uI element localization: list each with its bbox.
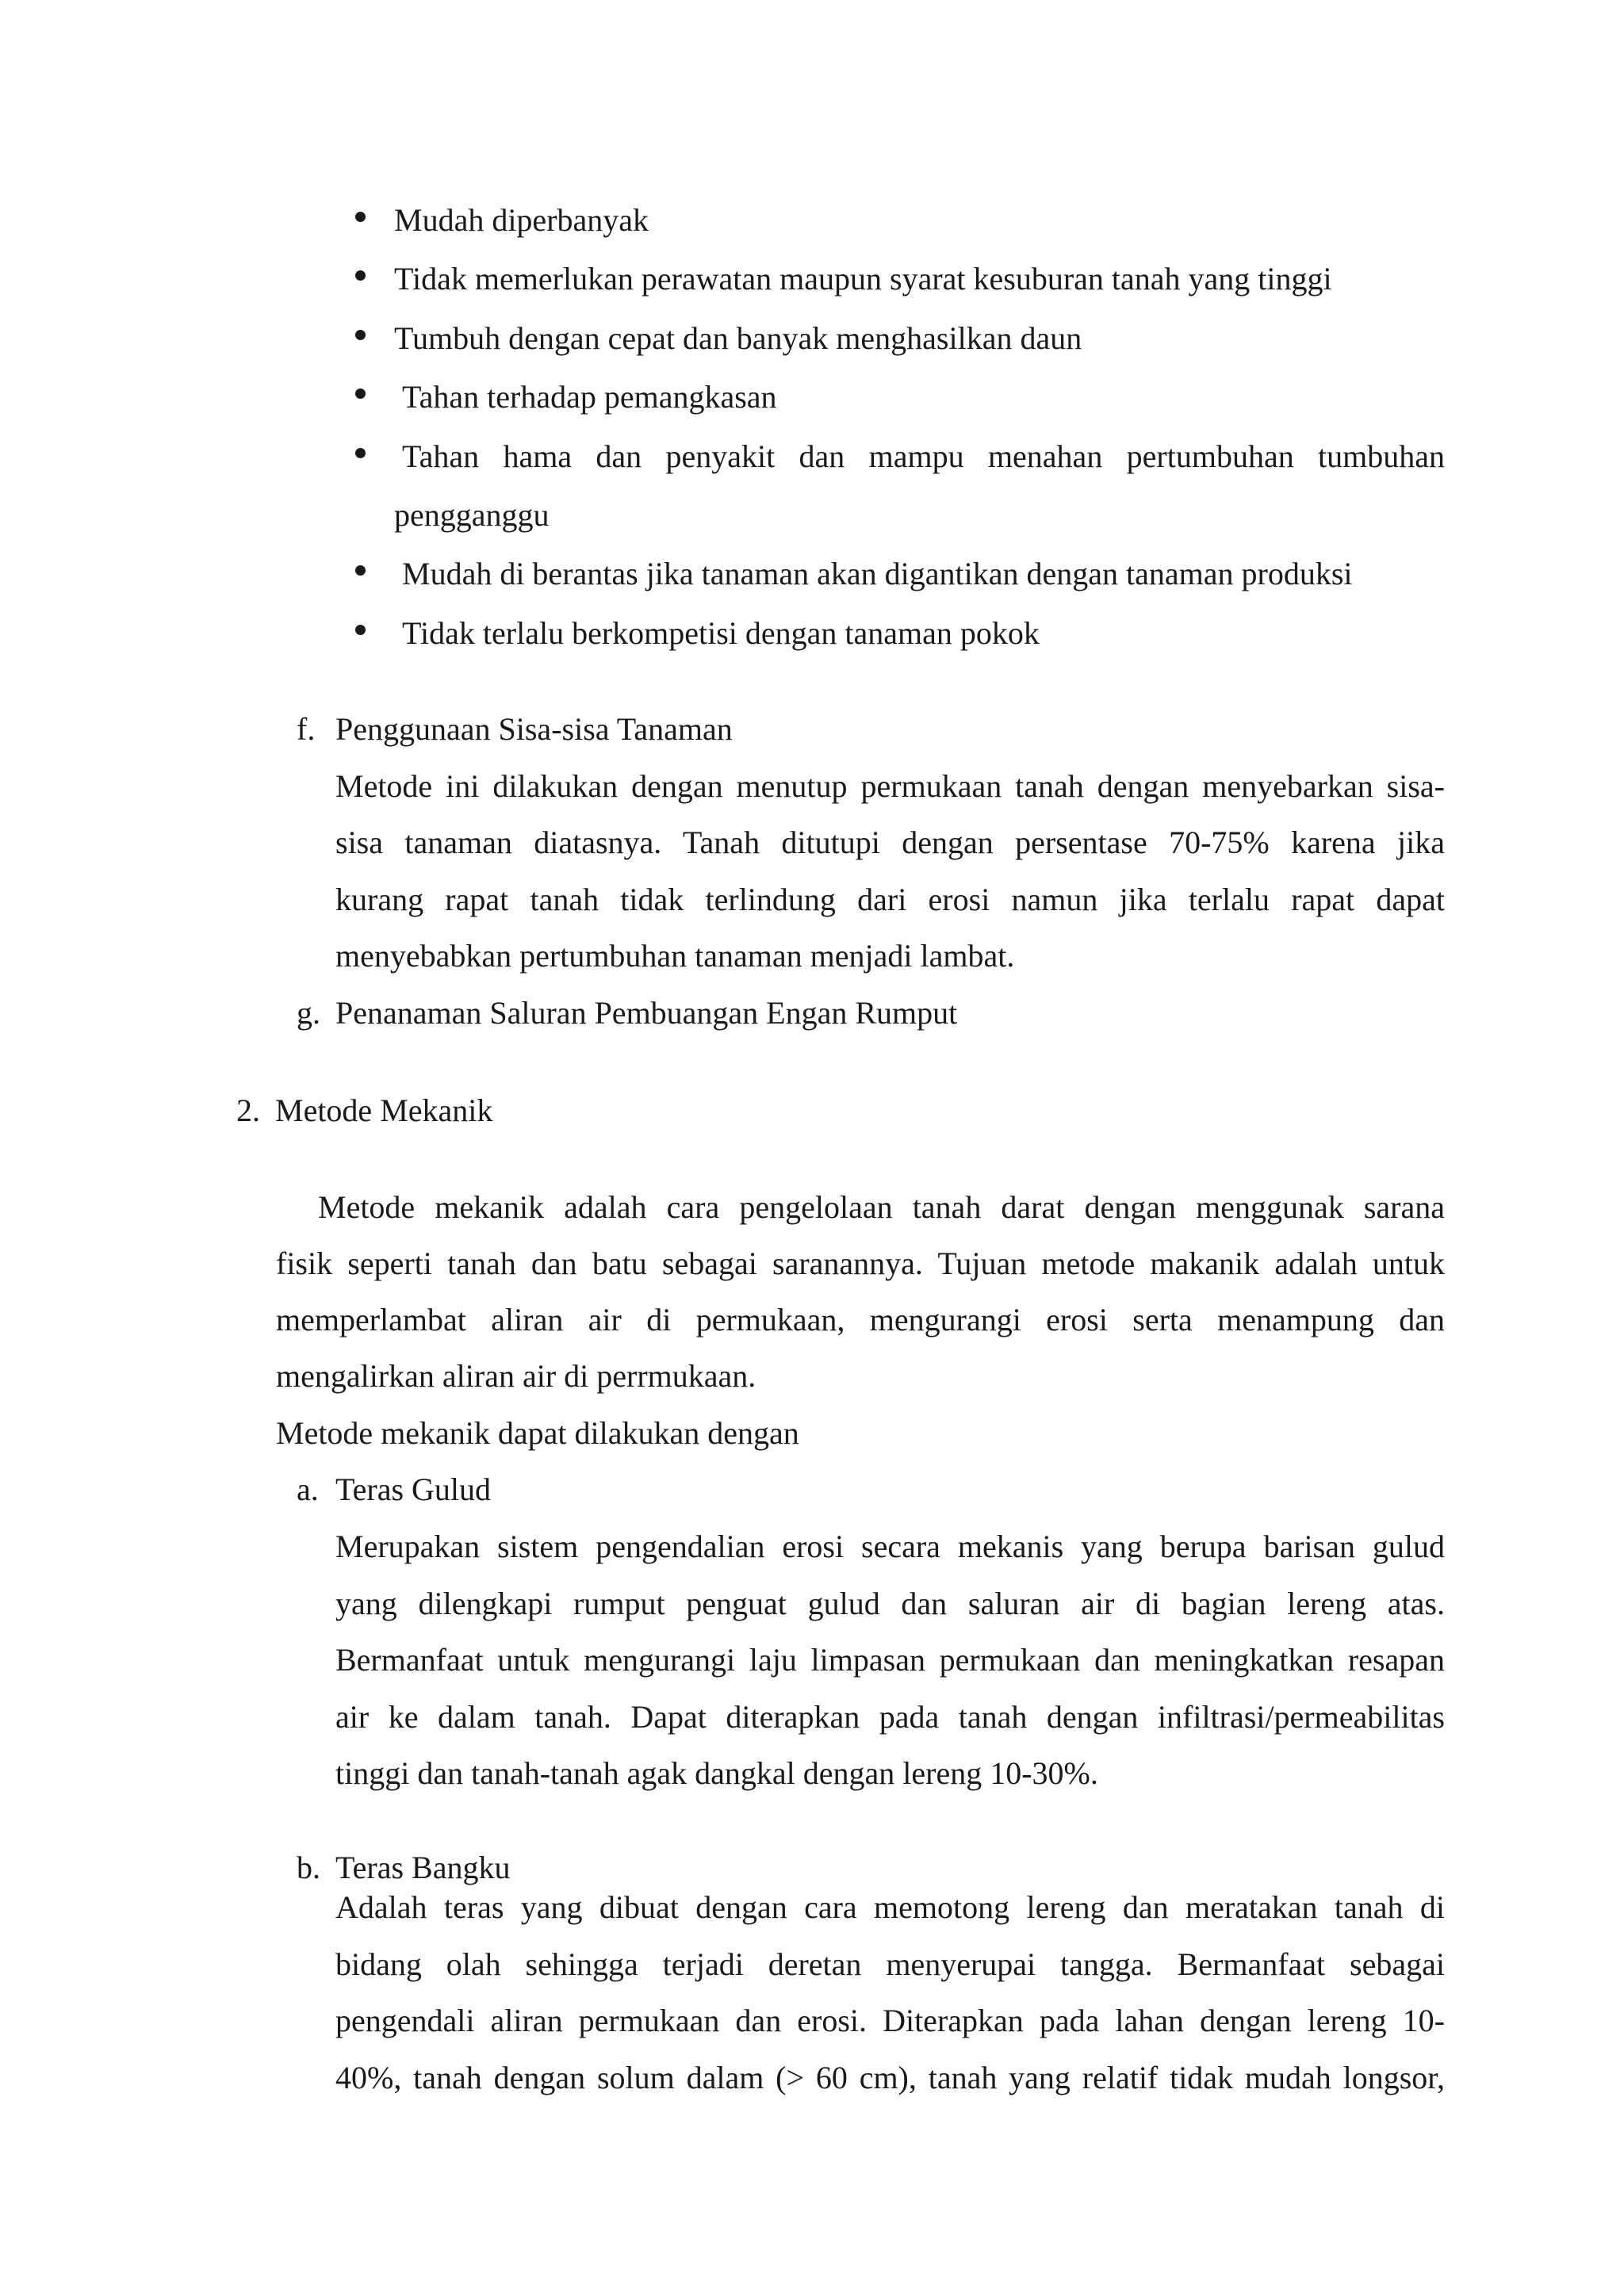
- paragraph-line: mengalirkan aliran air di perrmukaan.: [276, 1358, 756, 1394]
- section-title: Penanaman Saluran Pembuangan Engan Rumput: [335, 995, 958, 1031]
- paragraph-line: Adalah teras yang dibuat dengan cara memotong lereng dan meratakan tanah di: [335, 1889, 1445, 1925]
- paragraph-line: fisik seperti tanah dan batu sebagai saranannya. Tujuan metode makanik adalah untuk: [276, 1246, 1445, 1281]
- bullet-item: Mudah di berantas jika tanaman akan digantikan dengan tanaman produksi: [402, 556, 1353, 591]
- bullet-item: Mudah diperbanyak: [394, 202, 649, 238]
- paragraph-line: air ke dalam tanah. Dapat diterapkan pada tanah dengan infiltrasi/permeabilitas: [335, 1699, 1445, 1735]
- bullet-dot: [355, 448, 366, 458]
- paragraph-line: Metode ini dilakukan dengan menutup permukaan tanah dengan menyebarkan sisa-: [335, 768, 1445, 804]
- paragraph-line: sisa tanaman diatasnya. Tanah ditutupi dengan persentase 70-75% karena jika: [335, 825, 1445, 860]
- paragraph-line: tinggi dan tanah-tanah agak dangkal dengan lereng 10-30%.: [335, 1755, 1098, 1791]
- bullet-dot: [355, 565, 366, 576]
- section-title: Teras Bangku: [335, 1850, 511, 1885]
- bullet-dot: [355, 212, 366, 222]
- bullet-dot: [355, 270, 366, 281]
- paragraph-line: menyebabkan pertumbuhan tanaman menjadi lambat.: [335, 938, 1015, 974]
- paragraph-line: Metode mekanik adalah cara pengelolaan tanah darat dengan menggunak sarana: [318, 1189, 1445, 1225]
- paragraph-line: memperlambat aliran air di permukaan, mengurangi erosi serta menampung dan: [276, 1302, 1445, 1337]
- bullet-item: Tidak memerlukan perawatan maupun syarat kesuburan tanah yang tinggi: [394, 261, 1332, 297]
- paragraph-line: bidang olah sehingga terjadi deretan menyerupai tangga. Bermanfaat sebagai: [335, 1946, 1445, 1982]
- paragraph-line: pengendali aliran permukaan dan erosi. Diterapkan pada lahan dengan lereng 10-: [335, 2003, 1445, 2038]
- section-marker: g.: [297, 995, 320, 1031]
- paragraph-lead: Metode mekanik dapat dilakukan dengan: [276, 1415, 799, 1451]
- paragraph-line: Bermanfaat untuk mengurangi laju limpasan permukaan dan meningkatkan resapan: [335, 1642, 1445, 1678]
- bullet-item: Tidak terlalu berkompetisi dengan tanaman pokok: [402, 615, 1040, 651]
- bullet-item: Tahan hama dan penyakit dan mampu menahan pertumbuhan tumbuhan: [402, 438, 1445, 474]
- bullet-dot: [355, 388, 366, 399]
- section-marker: 2.: [236, 1093, 260, 1128]
- section-marker: f.: [297, 711, 316, 747]
- section-title: Metode Mekanik: [275, 1093, 493, 1128]
- paragraph-line: Merupakan sistem pengendalian erosi secara mekanis yang berupa barisan gulud: [335, 1529, 1445, 1564]
- paragraph-line: yang dilengkapi rumput penguat gulud dan saluran air di bagian lereng atas.: [335, 1586, 1445, 1621]
- paragraph-line: kurang rapat tanah tidak terlindung dari erosi namun jika terlalu rapat dapat: [335, 882, 1445, 917]
- section-title: Penggunaan Sisa-sisa Tanaman: [335, 711, 733, 747]
- bullet-dot: [355, 330, 366, 340]
- bullet-item: Tahan terhadap pemangkasan: [402, 379, 777, 415]
- bullet-dot: [355, 625, 366, 635]
- bullet-item-continuation: pengganggu: [394, 497, 550, 533]
- section-marker: b.: [297, 1850, 320, 1885]
- section-marker: a.: [297, 1471, 319, 1507]
- paragraph-line: 40%, tanah dengan solum dalam (> 60 cm), tanah yang relatif tidak mudah longsor,: [335, 2060, 1445, 2095]
- bullet-item: Tumbuh dengan cepat dan banyak menghasilkan daun: [394, 320, 1082, 356]
- section-title: Teras Gulud: [335, 1471, 492, 1507]
